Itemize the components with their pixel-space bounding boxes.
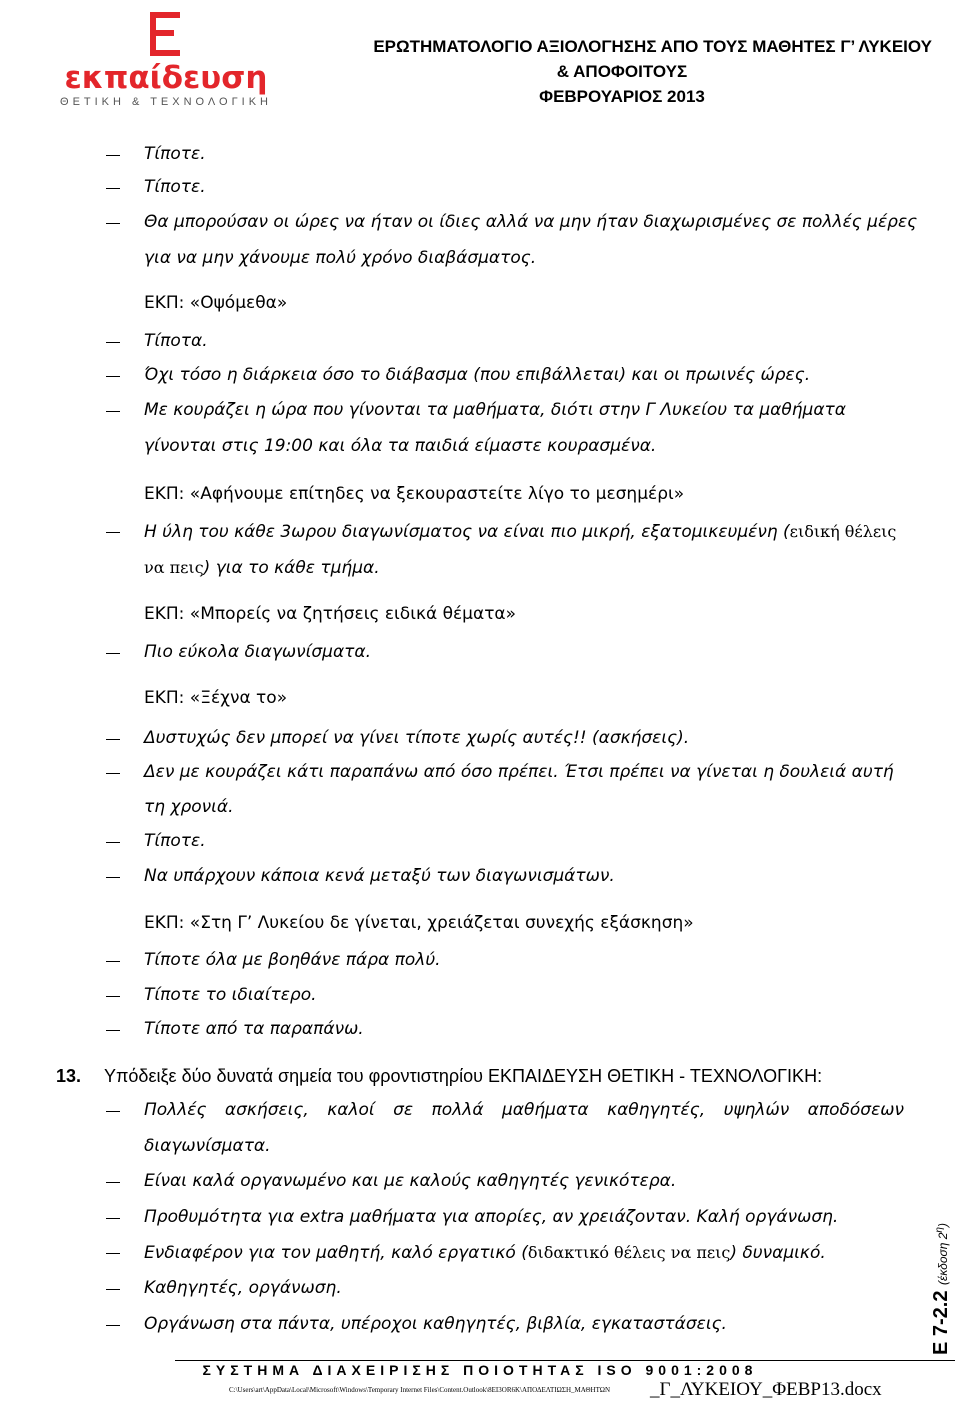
edition-superscript: η (934, 1227, 945, 1233)
edition-text: (έκδοση 2 (936, 1232, 950, 1285)
answer-text: ) δυναμικό. (730, 1243, 826, 1263)
answer-line-continued: τη χρονιά. (144, 797, 234, 817)
answer-line: Τίποτε. (144, 177, 206, 197)
bullet-dash (106, 739, 120, 740)
answer-line: Τίποτε. (144, 144, 206, 164)
ekp-comment: ΕΚΠ: «Στη Γ’ Λυκείου δε γίνεται, χρειάζεται συνεχής εξάσκηση» (144, 913, 694, 933)
answer-line: Πολλές ασκήσεις, καλοί σε πολλά μαθήματα καθηγητές, υψηλών αποδόσεων (144, 1100, 904, 1120)
bullet-dash (106, 1253, 120, 1254)
header-title: ΕΡΩΤΗΜΑΤΟΛΟΓΙΟ ΑΞΙΟΛΟΓΗΣΗΣ ΑΠΟ ΤΟΥΣ ΜΑΘΗΤΕΣ Γ’ ΛΥΚΕΙΟΥ (373, 37, 932, 56)
answer-line: Τίποτε όλα με βοηθάνε πάρα πολύ. (144, 950, 441, 970)
bullet-dash (106, 188, 120, 189)
document-code: Ε 7-2.2 (930, 1290, 952, 1355)
bullet-dash (106, 1289, 120, 1290)
bullet-dash (106, 376, 120, 377)
answer-text: Η ύλη του κάθε 3ωρου διαγωνίσματος να είναι πιο μικρή, εξατομικευμένη ( (144, 522, 790, 542)
answer-text: Ενδιαφέρον για τον μαθητή, καλό εργατικό ( (144, 1243, 528, 1263)
answer-line: Τίποτε το ιδιαίτερο. (144, 985, 317, 1005)
answer-line: Όχι τόσο η διάρκεια όσο το διάβασμα (που επιβάλλεται) και οι πρωινές ώρες. (144, 365, 811, 385)
answer-line: Δεν με κουράζει κάτι παραπάνω από όσο πρέπει. Έτσι πρέπει να γίνεται η δουλειά αυτή (144, 762, 894, 782)
document-code-label (930, 1223, 953, 1355)
header-date: ΦΕΒΡΟΥΑΡΙΟΣ 2013 (539, 87, 705, 106)
ekp-comment: ΕΚΠ: «Ξέχνα το» (144, 688, 288, 708)
bullet-dash (106, 773, 120, 774)
bullet-dash (106, 223, 120, 224)
header-subtitle: & ΑΠΟΦΟΙΤΟΥΣ (556, 62, 688, 81)
answer-line: Δυστυχώς δεν μπορεί να γίνει τίποτε χωρίς αυτές!! (ασκήσεις). (144, 728, 690, 748)
answer-line-continued (144, 549, 904, 587)
bullet-dash (106, 1218, 120, 1219)
bullet-dash (106, 877, 120, 878)
answer-line: Να υπάρχουν κάποια κενά μεταξύ των διαγωνισμάτων. (144, 866, 615, 886)
answer-line: Τίποτε. (144, 831, 206, 851)
footer-system-title: ΣΥΣΤΗΜΑ ΔΙΑΧΕΙΡΙΣΗΣ ΠΟΙΟΤΗΤΑΣ ISO 9001:2008 (202, 1362, 758, 1378)
answer-line: Καθηγητές, οργάνωση. (144, 1278, 342, 1298)
bullet-dash (106, 155, 120, 156)
answer-line-continued: διαγωνίσματα. (144, 1136, 271, 1156)
ekp-comment: ΕΚΠ: «Αφήνουμε επίτηδες να ξεκουραστείτε λίγο το μεσημέρι» (144, 484, 685, 504)
ekp-comment: ΕΚΠ: «Οψόμεθα» (144, 293, 288, 313)
teacher-correction: ειδική θέλεις (789, 522, 897, 541)
answer-line: Προθυμότητα για extra μαθήματα για απορίες, αν χρειάζονταν. Καλή οργάνωση. (144, 1207, 839, 1227)
answer-line: Πιο εύκολα διαγωνίσματα. (144, 642, 372, 662)
answer-line: Οργάνωση στα πάντα, υπέροχοι καθηγητές, βιβλία, εγκαταστάσεις. (144, 1314, 727, 1334)
question-number: 13. (56, 1066, 82, 1086)
footer-file-name: _Γ_ΛΥΚΕΙΟΥ_ΦΕΒΡ13.docx (650, 1379, 882, 1400)
logo-mark-icon (146, 10, 186, 60)
edition-close: ) (936, 1223, 950, 1228)
answer-line-continued: γίνονται στις 19:00 και όλα τα παιδιά είμαστε κουρασμένα. (144, 436, 657, 456)
bullet-dash (106, 411, 120, 412)
bullet-dash (106, 653, 120, 654)
teacher-correction: να πεις (144, 558, 204, 577)
bullet-dash (106, 996, 120, 997)
answer-line-continued: για να μην χάνουμε πολύ χρόνο διαβάσματος. (144, 248, 537, 268)
question-text: Υπόδειξε δύο δυνατά σημεία του φροντιστηρίου ΕΚΠΑΙΔΕΥΣΗ ΘΕΤΙΚΗ - ΤΕΧΝΟΛΟΓΙΚΗ: (104, 1066, 823, 1086)
company-logo (56, 10, 276, 108)
edition-label (936, 1223, 950, 1285)
answer-line: Είναι καλά οργανωμένο και με καλούς καθηγητές γενικότερα. (144, 1171, 677, 1191)
bullet-dash (106, 842, 120, 843)
answer-line (144, 513, 904, 551)
bullet-dash (106, 532, 120, 533)
document-header (312, 34, 932, 109)
bullet-dash (106, 961, 120, 962)
bullet-dash (106, 1111, 120, 1112)
answer-line: Τίποτε από τα παραπάνω. (144, 1019, 364, 1039)
teacher-correction: διδακτικό θέλεις να πεις (527, 1243, 731, 1262)
logo-wordmark: εκπαίδευση (64, 60, 268, 96)
bullet-dash (106, 342, 120, 343)
logo-subtitle: ΘΕΤΙΚΗ & ΤΕΧΝΟΛΟΓΙΚΗ (60, 96, 272, 108)
answer-line: Με κουράζει η ώρα που γίνονται τα μαθήματα, διότι στην Γ Λυκείου τα μαθήματα (144, 400, 846, 420)
answer-line: Θα μπορούσαν οι ώρες να ήταν οι ίδιες αλλά να μην ήταν διαχωρισμένες σε πολλές μέρες (144, 212, 918, 232)
bullet-dash (106, 1182, 120, 1183)
answer-line (144, 1234, 904, 1272)
ekp-comment: ΕΚΠ: «Μπορείς να ζητήσεις ειδικά θέματα» (144, 604, 517, 624)
answer-text: ) για το κάθε τμήμα. (203, 558, 380, 578)
bullet-dash (106, 1325, 120, 1326)
footer-file-path: C:\Users\art\AppData\Local\Microsoft\Windows\Temporary Internet Files\Content.Outlook\8EI3OR6K\ΑΠΟΔΕΛΤΙΩΣΗ_ΜΑΘΗΤΩΝ (229, 1386, 611, 1394)
answer-line: Τίποτα. (144, 331, 208, 351)
bullet-dash (106, 1030, 120, 1031)
